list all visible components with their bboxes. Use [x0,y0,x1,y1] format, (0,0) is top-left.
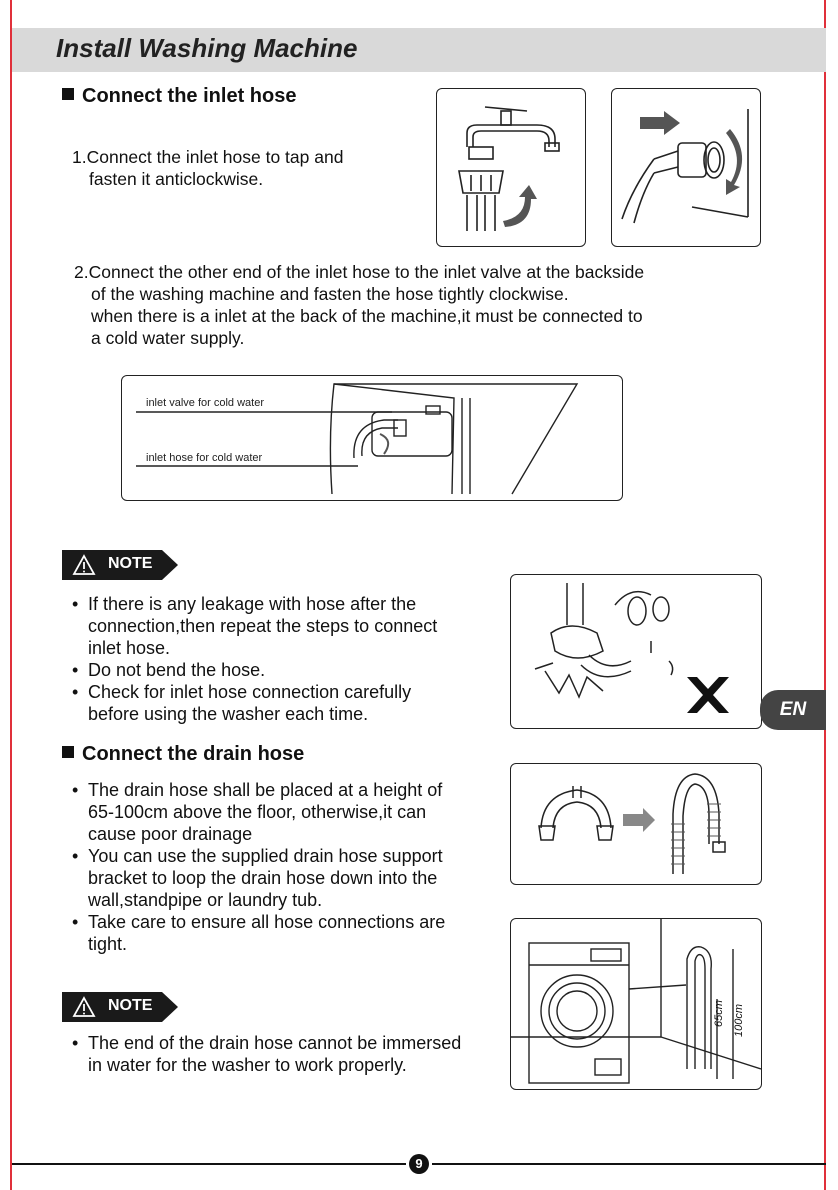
note-badge-2 [62,992,178,1022]
valve-illustration [611,88,761,247]
inlet-heading-text: Connect the inlet hose [82,85,297,107]
note1-item: • Check for inlet hose connection carefully before using the washer each time. [62,681,462,725]
label-inlet-valve: inlet valve for cold water [146,397,264,409]
square-bullet-icon [62,88,74,100]
inlet-section-heading [62,85,296,108]
drain-item: • Take care to ensure all hose connections are tight. [62,911,454,955]
note1-item: • If there is any leakage with hose after the connection,then repeat the steps to connect inlet hose. [62,593,462,659]
note1-list [62,593,462,725]
inlet-valve-diagram [121,375,623,501]
tap-illustration [436,88,586,247]
height-min-label: 65cm [713,1000,725,1027]
valve-drawing [612,89,760,246]
note-label-1: NOTE [108,555,153,572]
footer-rule-right [432,1163,826,1165]
washer-back-drawing [122,376,622,500]
title-bar [12,28,826,72]
step2-line3: when there is a inlet at the back of the machine,it must be connected to [91,306,643,326]
note-badge-1 [62,550,178,580]
bracket-illustration [510,763,762,885]
inlet-step1 [72,146,343,190]
leak-drawing [511,575,761,728]
note-label-2: NOTE [108,997,153,1014]
drain-heading-text: Connect the drain hose [82,743,305,765]
step2-line2: of the washing machine and fasten the hose tightly clockwise. [91,284,569,304]
language-tab-label: EN [779,699,807,720]
arrow-right-icon [623,808,655,832]
drain-item: • The drain hose shall be placed at a height of 65-100cm above the floor, otherwise,it can cause poor drainage [62,779,454,845]
leak-illustration [510,574,762,729]
inlet-step2 [74,261,644,349]
page-title: Install Washing Machine [56,33,358,63]
note2-list [62,1032,462,1076]
step1-line1: 1.Connect the inlet hose to tap and [72,147,344,167]
cross-icon [687,677,729,713]
step2-line1: 2.Connect the other end of the inlet hose to the inlet valve at the backside [74,262,645,282]
tap-drawing [437,89,585,246]
drain-section-heading [62,743,304,766]
height-max-label: 100cm [733,1003,745,1037]
drain-item: • You can use the supplied drain hose support bracket to loop the drain hose down into the wall,standpipe or laundry tub. [62,845,454,911]
language-tab [760,690,826,730]
drain-list [62,779,454,955]
note2-item: • The end of the drain hose cannot be immersed in water for the washer to work properly. [62,1032,462,1076]
step2-line4: a cold water supply. [91,328,245,348]
note1-item: • Do not bend the hose. [62,659,462,681]
label-inlet-hose: inlet hose for cold water [146,452,263,464]
drain-height-illustration [510,918,762,1090]
footer-rule-left [12,1163,406,1165]
step1-line2: fasten it anticlockwise. [89,169,264,189]
bracket-drawing [511,764,761,884]
page-number: 9 [409,1154,429,1174]
square-bullet-icon [62,746,74,758]
